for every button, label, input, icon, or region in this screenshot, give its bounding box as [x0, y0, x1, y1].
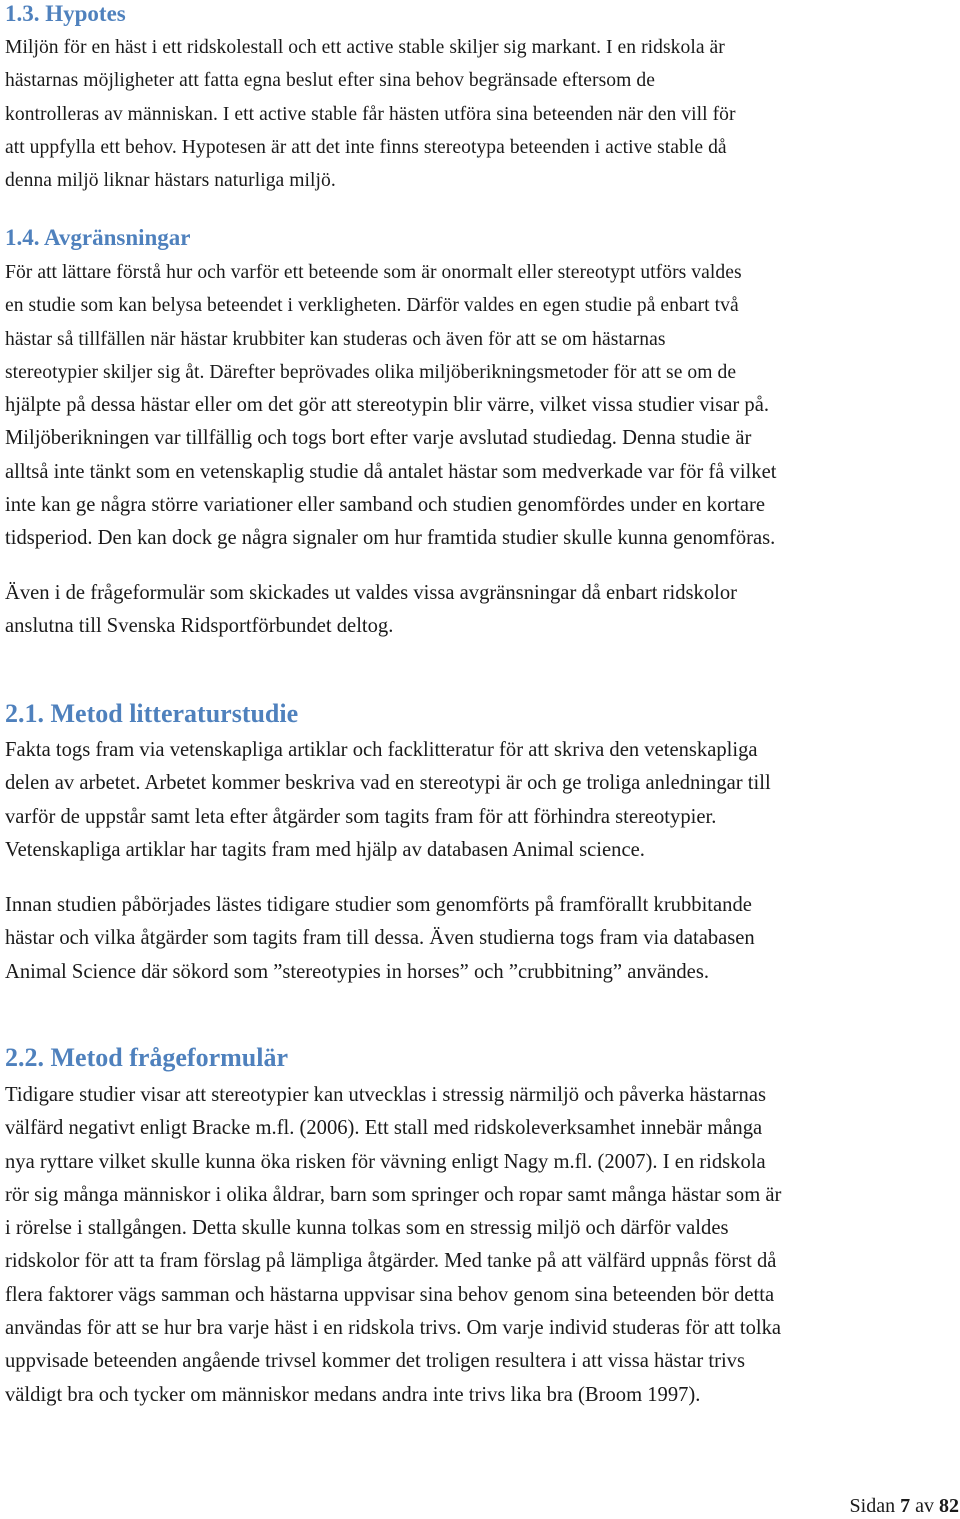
text-line: uppvisade beteenden angående trivsel kommer det troligen resultera i att vissa hästar trivs: [5, 1350, 745, 1373]
paragraph-frageformular: [5, 1079, 960, 1412]
text-line: hästar så tillfällen när hästar krubbiter kan studeras och även för att se om hästarnas: [5, 328, 666, 350]
text-line: rör sig många människor i olika åldrar, barn som springer och ropar samt många hästar som är: [5, 1183, 782, 1206]
footer-current-page: 7: [900, 1495, 911, 1517]
footer-total-pages: 82: [939, 1495, 959, 1517]
text-line: hästar och vilka åtgärder som tagits fram till dessa. Även studierna togs fram via databasen: [5, 927, 755, 950]
text-line: en studie som kan belysa beteendet i verkligheten. Därför valdes en egen studie på enbart två: [5, 295, 739, 317]
text-line: denna miljö liknar hästars naturliga miljö.: [5, 170, 336, 192]
text-line: inte kan ge några större variationer eller samband och studien genomfördes under en kortare: [5, 493, 765, 516]
paragraph-avgransningar-1: [5, 256, 960, 389]
section-heading-metod-litteraturstudie: 2.1. Metod litteraturstudie: [5, 699, 299, 728]
section-heading-metod-frageformular: 2.2. Metod frågeformulär: [5, 1043, 289, 1072]
paragraph-avgransningar-1b: [5, 389, 960, 555]
footer-middle: av: [915, 1495, 934, 1517]
text-line: Miljön för en häst i ett ridskolestall och ett active stable skiljer sig markant. I en ridskola är: [5, 37, 725, 58]
text-line: flera faktorer vägs samman och hästarna uppvisar sina behov genom sina beteenden bör detta: [5, 1283, 775, 1306]
text-line: Miljöberikningen var tillfällig och togs bort efter varje avslutad studiedag. Denna studie är: [5, 427, 752, 450]
text-line: Innan studien påbörjades lästes tidigare studier som genomförts på framförallt krubbitande: [5, 894, 752, 916]
text-line: stereotypier skiljer sig åt. Därefter beprövades olika miljöberikningsmetoder för att se om de: [5, 361, 737, 383]
text-line: Fakta togs fram via vetenskapliga artiklar och facklitteratur för att skriva den vetenskapliga: [5, 739, 758, 761]
text-line: väldigt bra och tycker om människor medans andra inte trivs lika bra (Broom 1997).: [5, 1383, 701, 1406]
page-number-footer: [850, 1493, 959, 1519]
text-line: För att lättare förstå hur och varför ett beteende som är onormalt eller stereotypt utförs valdes: [5, 262, 742, 283]
paragraph-litteraturstudie-2: [5, 889, 960, 989]
paragraph-litteraturstudie-1: [5, 734, 960, 867]
paragraph-avgransningar-2: [5, 577, 960, 644]
section-heading-hypotes: 1.3. Hypotes: [5, 1, 126, 26]
text-line: alltså inte tänkt som en vetenskaplig studie då antalet hästar som medverkade var för få vilket: [5, 460, 777, 483]
text-line: delen av arbetet. Arbetet kommer beskriva vad en stereotypi är och ge troliga anledningar till: [5, 772, 771, 795]
text-line: nya ryttare vilket skulle kunna öka risken för vävning enligt Nagy m.fl. (2007). I en ridskola: [5, 1150, 766, 1173]
text-line: hästarnas möjligheter att fatta egna beslut efter sina behov begränsade eftersom de: [5, 70, 655, 92]
text-line: Animal Science där sökord som ”stereotypies in horses” och ”crubbitning” användes.: [5, 960, 709, 983]
text-line: i rörelse i stallgången. Detta skulle kunna tolkas som en stressig miljö och därför valdes: [5, 1217, 729, 1240]
text-line: anslutna till Svenska Ridsportförbundet deltog.: [5, 615, 394, 638]
text-line: användas för att se hur bra varje häst i en ridskola trivs. Om varje individ studeras för att tolka: [5, 1317, 782, 1340]
text-line: att uppfylla ett behov. Hypotesen är att det inte finns stereotypa beteenden i active stable då: [5, 136, 727, 158]
paragraph-hypotes: [5, 31, 960, 197]
footer-prefix: Sidan: [849, 1495, 896, 1517]
text-line: varför de uppstår samt leta efter åtgärder som tagits fram för att förhindra stereotypier.: [5, 805, 717, 828]
text-line: Tidigare studier visar att stereotypier kan utvecklas i stressig närmiljö och påverka hästarnas: [5, 1084, 766, 1106]
text-line: hjälpte på dessa hästar eller om det gör att stereotypin blir värre, vilket vissa studier visar på.: [5, 394, 770, 416]
text-line: Vetenskapliga artiklar har tagits fram med hjälp av databasen Animal science.: [5, 838, 645, 861]
section-heading-avgransningar: 1.4. Avgränsningar: [5, 225, 191, 250]
text-line: kontrolleras av människan. I ett active stable får hästen utföra sina beteenden när den vill för: [5, 103, 736, 125]
text-line: ridskolor för att ta fram förslag på lämpliga åtgärder. Med tanke på att välfärd uppnås först då: [5, 1250, 777, 1273]
text-line: Även i de frågeformulär som skickades ut valdes vissa avgränsningar då enbart ridskolor: [5, 582, 738, 604]
text-line: välfärd negativt enligt Bracke m.fl. (2006). Ett stall med ridskoleverksamhet innebär många: [5, 1117, 763, 1140]
text-line: tidsperiod. Den kan dock ge några signaler om hur framtida studier skulle kunna genomföras.: [5, 527, 776, 550]
